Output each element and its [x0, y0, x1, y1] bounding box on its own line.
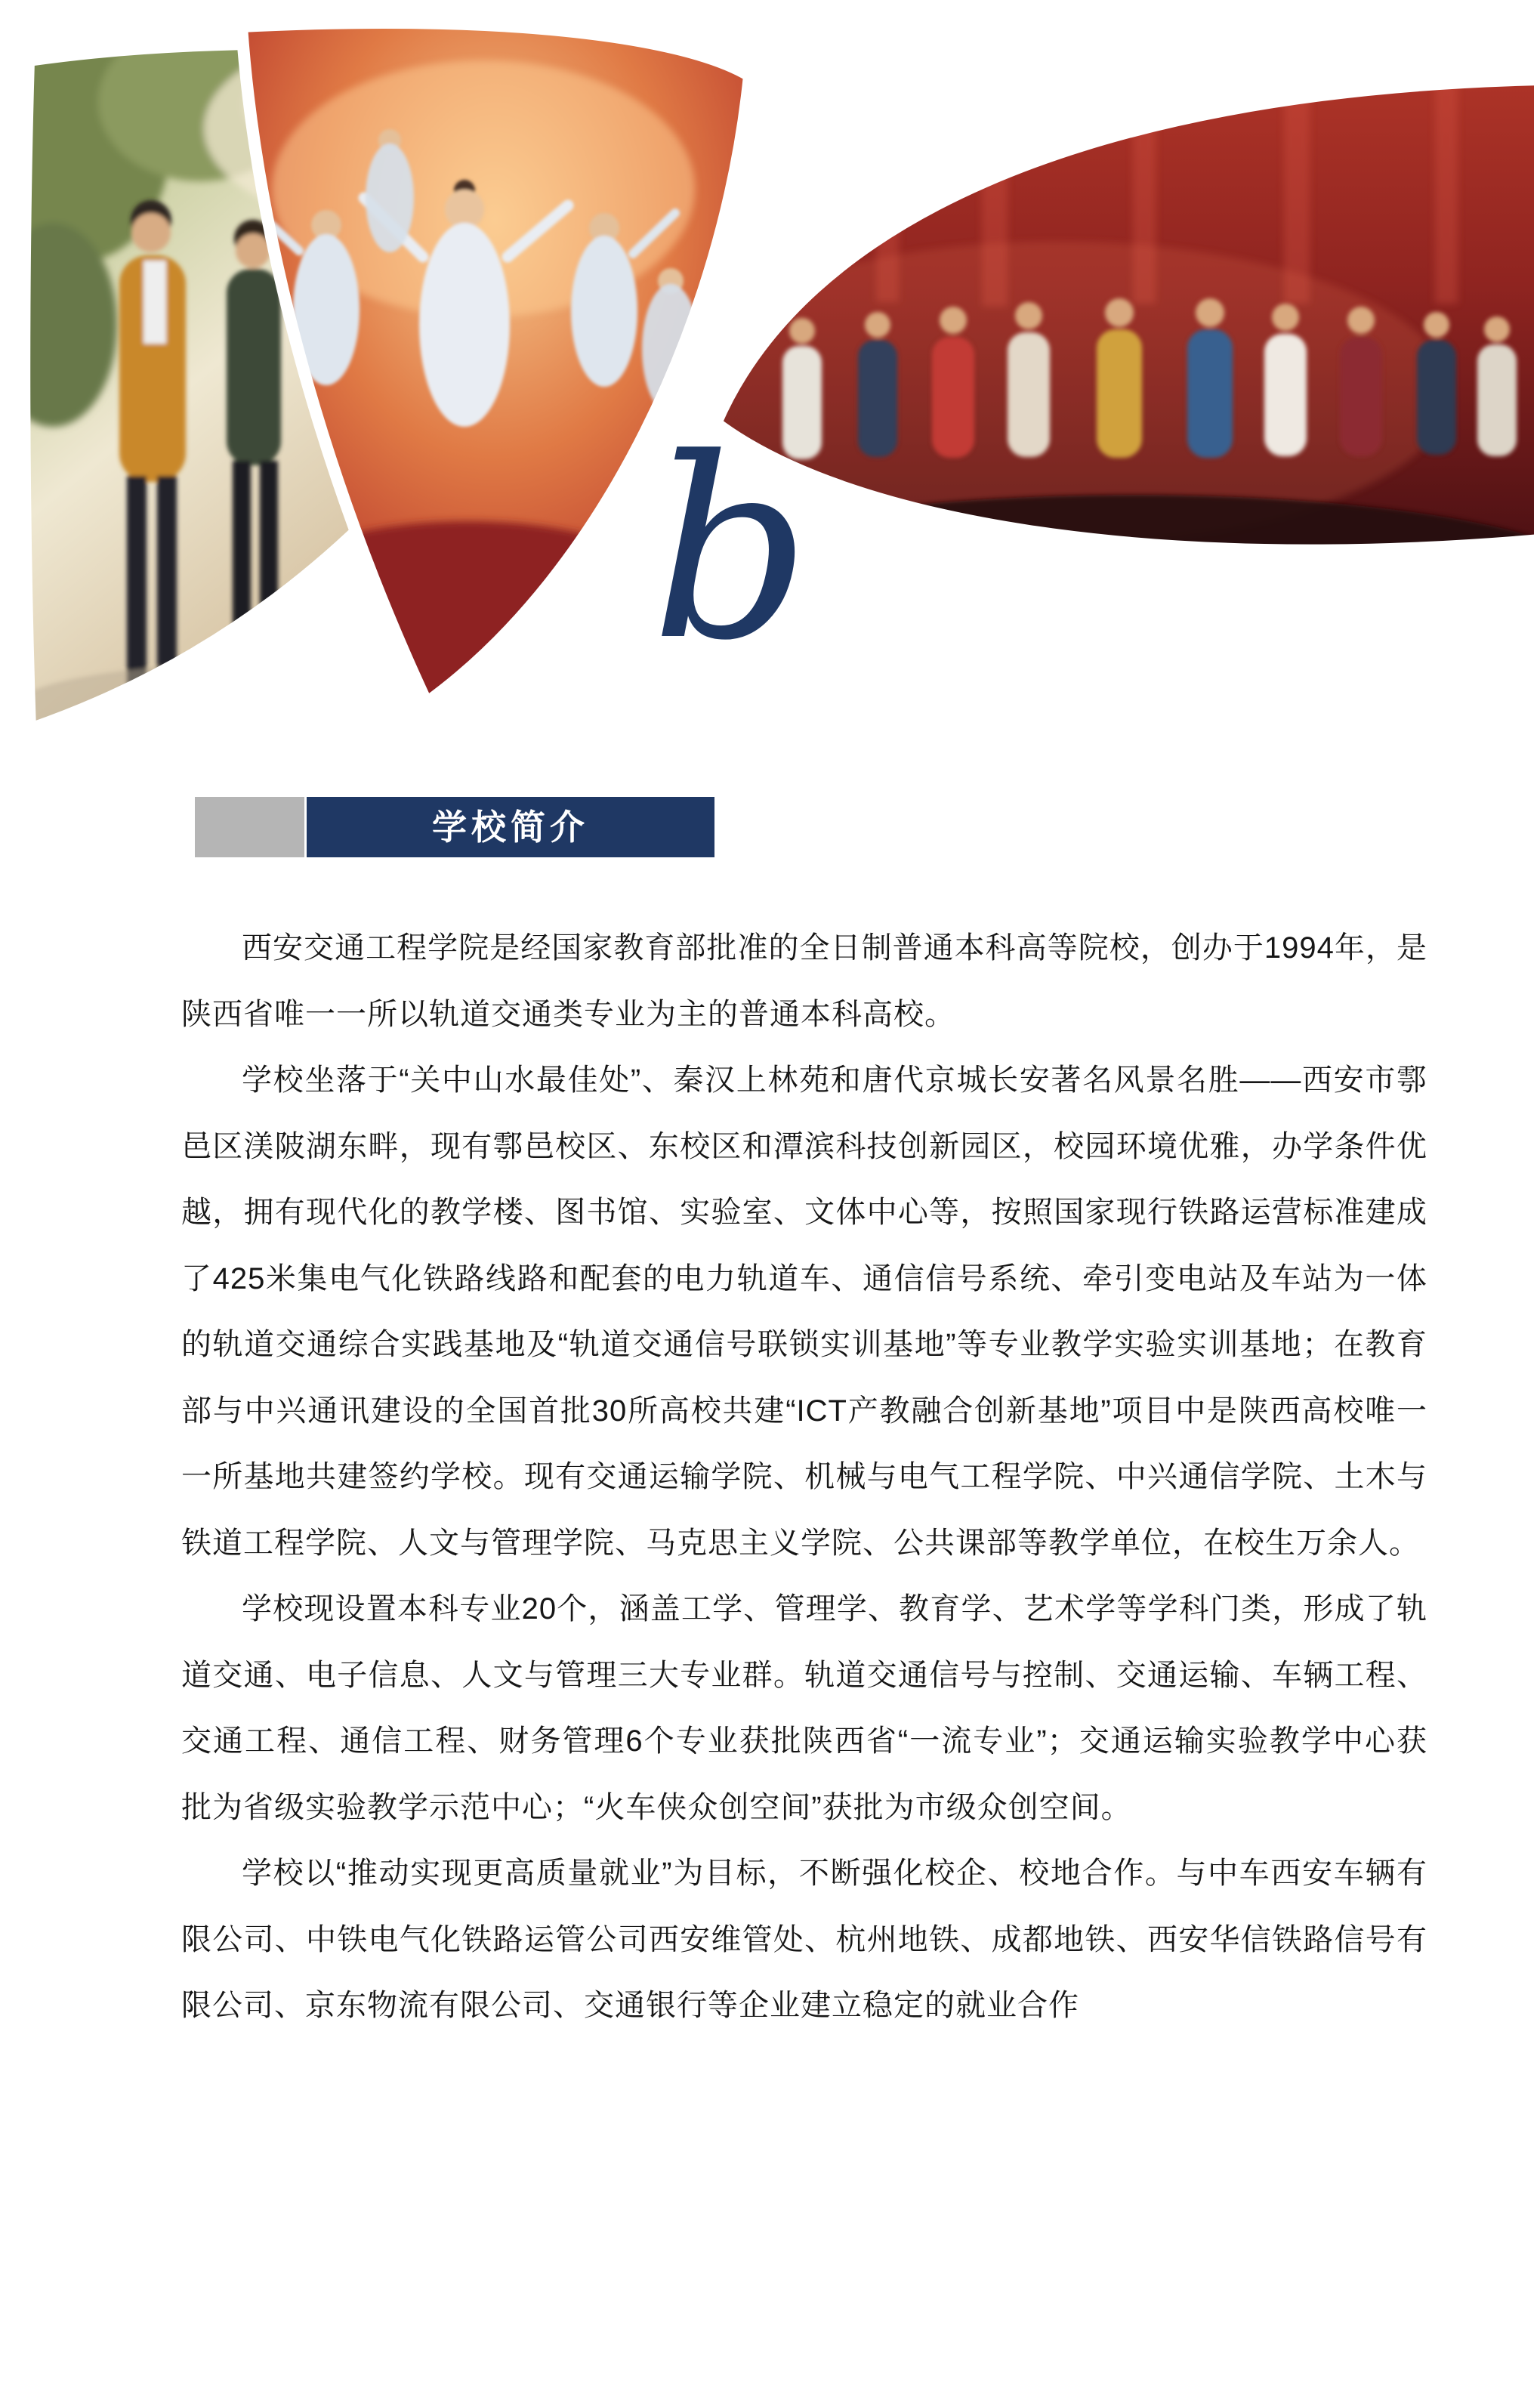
section-header-title-bar	[307, 797, 714, 857]
hero-collage	[0, 0, 1540, 740]
intro-paragraph-2: 学校坐落于“关中山水最佳处”、秦汉上林苑和唐代京城长安著名风景名胜——西安市鄠邑区渼陂湖东畔，现有鄠邑校区、东校区和潭滨科技创新园区，校园环境优雅，办学条件优越，拥有现代化的教学楼、图书馆、实验室、文体中心等，按照国家现行铁路运营标准建成了425米集电气化铁路线路和配套的电力轨道车、通信信号系统、牵引变电站及车站为一体的轨道交通综合实践基地及“轨道交通信号联锁实训基地”等专业教学实验实训基地；在教育部与中兴通讯建设的全国首批30所高校共建“ICT产教融合创新基地”项目中是陕西高校唯一一所基地共建签约学校。现有交通运输学院、机械与电气工程学院、中兴通信学院、土木与铁道工程学院、人文与管理学院、马克思主义学院、公共课部等教学单位，在校生万余人。	[181, 1064, 1427, 1560]
accent-b-glyph: b	[651, 405, 811, 695]
intro-paragraph-3: 学校现设置本科专业20个，涵盖工学、管理学、教育学、艺术学等学科门类，形成了轨道交通、电子信息、人文与管理三大专业群。轨道交通信号与控制、交通运输、车辆工程、交通工程、通信工程、财务管理6个专业获批陕西省“一流专业”；交通运输实验教学中心获批为省级实验教学示范中心；“火车侠众创空间”获批为市级众创空间。	[181, 1592, 1427, 1824]
section-title: 学校简介	[432, 807, 589, 847]
intro-paragraph-4: 学校以“推动实现更高质量就业”为目标，不断强化校企、校地合作。与中车西安车辆有限公司、中铁电气化铁路运管公司西安维管处、杭州地铁、成都地铁、西安华信铁路信号有限公司、京东物流有限公司、交通银行等企业建立稳定的就业合作	[181, 1857, 1427, 2022]
section-header-gray-block	[195, 797, 304, 857]
intro-paragraph-1: 西安交通工程学院是经国家教育部批准的全日制普通本科高等院校，创办于1994年，是陕西省唯一一所以轨道交通类专业为主的普通本科高校。	[181, 931, 1427, 1031]
school-intro-article	[181, 915, 1427, 2039]
